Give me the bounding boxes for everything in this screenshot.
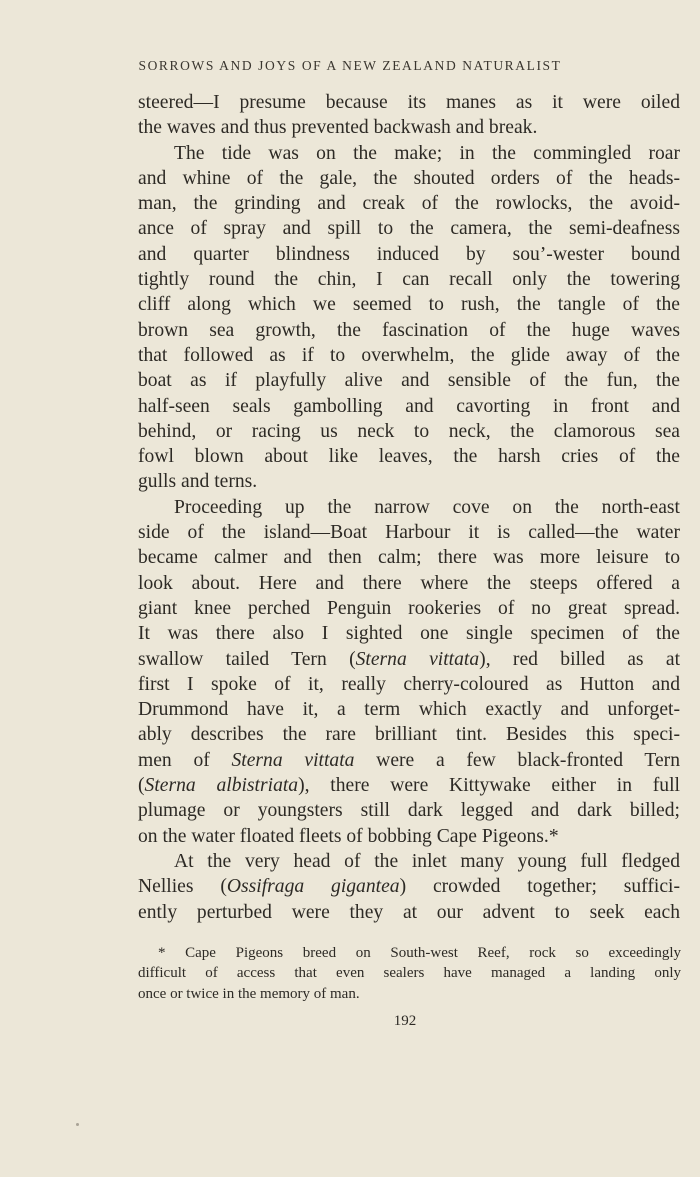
text-line: steered—I presume because its manes as it were oiled <box>138 92 680 113</box>
paper-speck <box>76 1123 79 1126</box>
text-line: side of the island—Boat Harbour it is called—the water <box>138 522 680 544</box>
text-line: that followed as if to overwhelm, the glide away of the <box>138 344 680 366</box>
footnote-line: difficult of access that even sealers have managed a landing only <box>138 965 681 982</box>
text-line: look about. Here and there where the steeps offered a <box>138 572 680 594</box>
text-line: behind, or racing us neck to neck, the clamorous sea <box>138 420 680 442</box>
body-text <box>138 90 680 925</box>
text-line: ently perturbed were they at our advent to seek each <box>138 901 680 923</box>
running-head: SORROWS AND JOYS OF A NEW ZEALAND NATURALIST <box>138 58 562 73</box>
text-line: gulls and terns. <box>138 471 258 493</box>
text-line: plumage or youngsters still dark legged and dark billed; <box>138 800 680 822</box>
text-line: fowl blown about like leaves, the harsh cries of the <box>138 446 680 468</box>
text-line: half-seen seals gambolling and cavorting in front and <box>138 395 680 417</box>
text-line: tightly round the chin, I can recall only the towering <box>138 269 680 291</box>
page-number: 192 <box>393 1013 417 1029</box>
text-line: ably describes the rare brilliant tint. Besides this speci- <box>138 724 680 746</box>
footnote-line: once or twice in the memory of man. <box>138 985 360 1002</box>
text-line: on the water floated fleets of bobbing Cape Pigeons.* <box>138 825 559 847</box>
text-line: Proceeding up the narrow cove on the north-east <box>174 496 680 518</box>
footnote-line: * Cape Pigeons breed on South-west Reef, rock so exceedingly <box>158 945 681 961</box>
text-line: giant knee perched Penguin rookeries of no great spread. <box>138 597 680 619</box>
text-line: brown sea growth, the fascination of the huge waves <box>138 319 680 341</box>
text-line: ance of spray and spill to the camera, the semi-deafness <box>138 218 680 240</box>
text-line: became calmer and then calm; there was more leisure to <box>138 547 680 569</box>
text-line: swallow tailed Tern (Sterna vittata), red billed as at <box>138 648 681 670</box>
text-line: It was there also I sighted one single specimen of the <box>138 623 680 645</box>
text-line: At the very head of the inlet many young full fledged <box>174 850 680 872</box>
text-line: first I spoke of it, really cherry-coloured as Hutton and <box>138 673 680 695</box>
text-line: Drummond have it, a term which exactly and unforget- <box>138 699 680 721</box>
text-line: the waves and thus prevented backwash and break. <box>138 117 538 139</box>
text-line: and quarter blindness induced by sou’-wester bound <box>138 243 680 265</box>
text-line: boat as if playfully alive and sensible of the fun, the <box>138 370 680 392</box>
text-line: Nellies (Ossifraga gigantea) crowded together; suffici- <box>138 876 680 898</box>
text-line: The tide was on the make; in the commingled roar <box>174 142 680 164</box>
footnote <box>138 943 681 1004</box>
text-line: men of Sterna vittata were a few black-fronted Tern <box>138 749 680 771</box>
text-line: (Sterna albistriata), there were Kittywake either in full <box>138 775 680 797</box>
text-line: cliff along which we seemed to rush, the tangle of the <box>138 294 680 316</box>
text-line: and whine of the gale, the shouted orders of the heads- <box>138 167 680 189</box>
text-line: man, the grinding and creak of the rowlocks, the avoid- <box>138 193 680 215</box>
